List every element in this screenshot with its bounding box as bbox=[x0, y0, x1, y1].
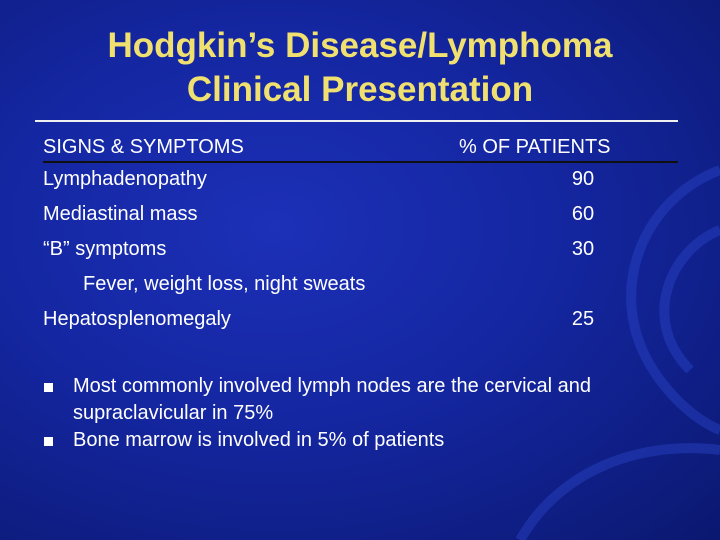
row-percent: 60 bbox=[571, 203, 595, 225]
row-label: Mediastinal mass bbox=[43, 203, 198, 225]
bullet-item bbox=[43, 427, 663, 454]
bullet-item bbox=[43, 373, 663, 427]
bullet-list bbox=[43, 373, 663, 454]
header-signs-symptoms: SIGNS & SYMPTOMS bbox=[43, 136, 244, 158]
header-percent-patients: % OF PATIENTS bbox=[459, 136, 611, 158]
table-row bbox=[43, 197, 623, 231]
table-row bbox=[43, 302, 623, 336]
table-row bbox=[43, 232, 623, 266]
square-bullet-icon bbox=[44, 383, 53, 392]
title-divider bbox=[35, 120, 678, 122]
title-line-2: Clinical Presentation bbox=[186, 70, 534, 109]
row-label: Lymphadenopathy bbox=[43, 168, 207, 190]
bullet-text: Most commonly involved lymph nodes are the cervical and supraclavicular in 75% bbox=[73, 375, 592, 424]
title-line-1: Hodgkin’s Disease/Lymphoma bbox=[107, 26, 613, 65]
row-label: Fever, weight loss, night sweats bbox=[83, 273, 366, 295]
row-percent: 90 bbox=[571, 168, 595, 190]
table-header bbox=[43, 133, 678, 163]
table-row-subitem bbox=[43, 267, 623, 301]
bullet-text: Bone marrow is involved in 5% of patients bbox=[73, 429, 445, 451]
row-percent: 25 bbox=[571, 308, 595, 330]
row-label: “B” symptoms bbox=[43, 238, 167, 260]
square-bullet-icon bbox=[44, 437, 53, 446]
row-label: Hepatosplenomegaly bbox=[43, 308, 231, 330]
table-row bbox=[43, 162, 623, 196]
row-percent: 30 bbox=[571, 238, 595, 260]
slide-title bbox=[0, 24, 720, 112]
